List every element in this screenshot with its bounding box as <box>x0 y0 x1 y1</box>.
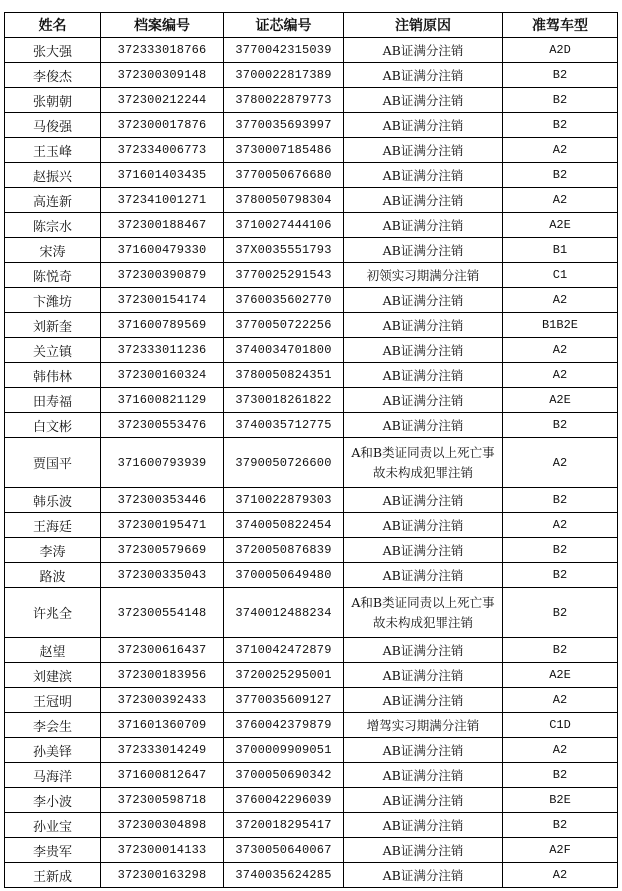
cell-chip-number: 3710042472879 <box>224 638 344 663</box>
cell-vehicle-class: B1B2E <box>503 313 618 338</box>
col-header-name: 姓名 <box>5 13 101 38</box>
cell-vehicle-class: A2 <box>503 738 618 763</box>
cell-vehicle-class: A2 <box>503 188 618 213</box>
cell-file-number: 371600479330 <box>101 238 224 263</box>
cell-name: 宋涛 <box>5 238 101 263</box>
cell-chip-number: 3740050822454 <box>224 513 344 538</box>
cell-file-number: 372300188467 <box>101 213 224 238</box>
header-row <box>5 13 618 38</box>
table-row <box>5 438 618 488</box>
col-header-chip-number: 证芯编号 <box>224 13 344 38</box>
cell-reason: AB证满分注销 <box>344 488 503 513</box>
cell-vehicle-class: B2 <box>503 488 618 513</box>
table-row <box>5 713 618 738</box>
cell-reason: AB证满分注销 <box>344 838 503 863</box>
cell-chip-number: 3730007185486 <box>224 138 344 163</box>
table-row <box>5 513 618 538</box>
table-row <box>5 63 618 88</box>
cell-reason: AB证满分注销 <box>344 63 503 88</box>
col-header-file-number: 档案编号 <box>101 13 224 38</box>
table-row <box>5 113 618 138</box>
cell-chip-number: 3760042296039 <box>224 788 344 813</box>
table-row <box>5 213 618 238</box>
cell-chip-number: 3740035624285 <box>224 863 344 888</box>
cell-reason: AB证满分注销 <box>344 38 503 63</box>
cell-file-number: 371601403435 <box>101 163 224 188</box>
cell-name: 张大强 <box>5 38 101 63</box>
cell-reason: AB证满分注销 <box>344 213 503 238</box>
cell-name: 刘建滨 <box>5 663 101 688</box>
cell-name: 高连新 <box>5 188 101 213</box>
table-row <box>5 263 618 288</box>
cell-vehicle-class: C1D <box>503 713 618 738</box>
cell-name: 白文彬 <box>5 413 101 438</box>
cell-name: 李贵军 <box>5 838 101 863</box>
table-row <box>5 738 618 763</box>
table-row <box>5 238 618 263</box>
cell-name: 李涛 <box>5 538 101 563</box>
cell-vehicle-class: A2 <box>503 513 618 538</box>
cell-name: 张朝朝 <box>5 88 101 113</box>
cell-vehicle-class: B2 <box>503 563 618 588</box>
cell-reason: AB证满分注销 <box>344 663 503 688</box>
cell-reason: AB证满分注销 <box>344 238 503 263</box>
cell-reason: AB证满分注销 <box>344 788 503 813</box>
cell-reason: AB证满分注销 <box>344 563 503 588</box>
cell-chip-number: 3770050722256 <box>224 313 344 338</box>
cell-chip-number: 3710027444106 <box>224 213 344 238</box>
cell-vehicle-class: A2 <box>503 363 618 388</box>
cell-name: 孙业宝 <box>5 813 101 838</box>
cell-name: 李俊杰 <box>5 63 101 88</box>
table-row <box>5 488 618 513</box>
cell-vehicle-class: B2 <box>503 588 618 638</box>
cell-vehicle-class: C1 <box>503 263 618 288</box>
cell-reason: AB证满分注销 <box>344 313 503 338</box>
cell-name: 马俊强 <box>5 113 101 138</box>
cell-chip-number: 3770035609127 <box>224 688 344 713</box>
cell-vehicle-class: B2 <box>503 763 618 788</box>
cell-name: 关立镇 <box>5 338 101 363</box>
cell-reason: AB证满分注销 <box>344 688 503 713</box>
cell-reason: AB证满分注销 <box>344 288 503 313</box>
table-row <box>5 838 618 863</box>
cell-chip-number: 37X0035551793 <box>224 238 344 263</box>
cell-reason: AB证满分注销 <box>344 88 503 113</box>
cell-name: 赵振兴 <box>5 163 101 188</box>
cell-reason: AB证满分注销 <box>344 538 503 563</box>
table-row <box>5 138 618 163</box>
cell-file-number: 372300309148 <box>101 63 224 88</box>
table-row <box>5 338 618 363</box>
cell-file-number: 371601360709 <box>101 713 224 738</box>
cell-chip-number: 3770025291543 <box>224 263 344 288</box>
cell-chip-number: 3730050640067 <box>224 838 344 863</box>
cell-file-number: 372300017876 <box>101 113 224 138</box>
cell-vehicle-class: B2 <box>503 538 618 563</box>
cell-name: 李会生 <box>5 713 101 738</box>
cell-reason: 初领实习期满分注销 <box>344 263 503 288</box>
cell-reason: AB证满分注销 <box>344 763 503 788</box>
table-row <box>5 188 618 213</box>
cell-vehicle-class: A2 <box>503 138 618 163</box>
cell-name: 卞潍坊 <box>5 288 101 313</box>
cell-reason: AB证满分注销 <box>344 163 503 188</box>
table-row <box>5 688 618 713</box>
cell-vehicle-class: B2 <box>503 163 618 188</box>
cell-file-number: 371600793939 <box>101 438 224 488</box>
cell-name: 韩乐波 <box>5 488 101 513</box>
cell-file-number: 372300163298 <box>101 863 224 888</box>
cell-reason: AB证满分注销 <box>344 188 503 213</box>
cell-vehicle-class: A2D <box>503 38 618 63</box>
cell-chip-number: 3760042379879 <box>224 713 344 738</box>
table-row <box>5 588 618 638</box>
cell-vehicle-class: A2 <box>503 338 618 363</box>
cell-name: 王玉峰 <box>5 138 101 163</box>
cell-chip-number: 3780050798304 <box>224 188 344 213</box>
revocation-table <box>4 12 618 888</box>
cell-reason: AB证满分注销 <box>344 413 503 438</box>
cell-chip-number: 3770050676680 <box>224 163 344 188</box>
table-row <box>5 88 618 113</box>
cell-vehicle-class: B2 <box>503 88 618 113</box>
cell-reason: AB证满分注销 <box>344 813 503 838</box>
cell-file-number: 372300160324 <box>101 363 224 388</box>
cell-chip-number: 3720050876839 <box>224 538 344 563</box>
cell-vehicle-class: A2 <box>503 863 618 888</box>
cell-chip-number: 3720025295001 <box>224 663 344 688</box>
table-row <box>5 363 618 388</box>
cell-chip-number: 3740012488234 <box>224 588 344 638</box>
cell-vehicle-class: A2F <box>503 838 618 863</box>
cell-file-number: 372334006773 <box>101 138 224 163</box>
cell-file-number: 372300335043 <box>101 563 224 588</box>
cell-chip-number: 3700050649480 <box>224 563 344 588</box>
cell-file-number: 372300553476 <box>101 413 224 438</box>
cell-vehicle-class: B2E <box>503 788 618 813</box>
cell-name: 孙美铎 <box>5 738 101 763</box>
cell-vehicle-class: A2E <box>503 213 618 238</box>
cell-file-number: 372300212244 <box>101 88 224 113</box>
cell-file-number: 371600812647 <box>101 763 224 788</box>
cell-file-number: 372300616437 <box>101 638 224 663</box>
cell-file-number: 372300014133 <box>101 838 224 863</box>
table-row <box>5 863 618 888</box>
cell-file-number: 372300554148 <box>101 588 224 638</box>
cell-chip-number: 3780050824351 <box>224 363 344 388</box>
cell-name: 陈宗水 <box>5 213 101 238</box>
cell-vehicle-class: B2 <box>503 813 618 838</box>
cell-chip-number: 3700009909051 <box>224 738 344 763</box>
cell-name: 赵望 <box>5 638 101 663</box>
cell-vehicle-class: B2 <box>503 113 618 138</box>
cell-name: 许兆全 <box>5 588 101 638</box>
cell-name: 李小波 <box>5 788 101 813</box>
table-row <box>5 788 618 813</box>
cell-chip-number: 3700022817389 <box>224 63 344 88</box>
col-header-reason: 注销原因 <box>344 13 503 38</box>
cell-vehicle-class: A2 <box>503 438 618 488</box>
table-row <box>5 538 618 563</box>
table-row <box>5 163 618 188</box>
cell-file-number: 372300304898 <box>101 813 224 838</box>
table-row <box>5 413 618 438</box>
col-header-vehicle-class: 准驾车型 <box>503 13 618 38</box>
cell-chip-number: 3710022879303 <box>224 488 344 513</box>
cell-chip-number: 3730018261822 <box>224 388 344 413</box>
table-row <box>5 388 618 413</box>
cell-reason: AB证满分注销 <box>344 638 503 663</box>
cell-name: 贾国平 <box>5 438 101 488</box>
cell-vehicle-class: A2E <box>503 388 618 413</box>
cell-reason: A和B类证同责以上死亡事故未构成犯罪注销 <box>344 588 503 638</box>
cell-name: 刘新奎 <box>5 313 101 338</box>
cell-reason: AB证满分注销 <box>344 863 503 888</box>
cell-name: 田寿福 <box>5 388 101 413</box>
cell-chip-number: 3760035602770 <box>224 288 344 313</box>
cell-name: 王新成 <box>5 863 101 888</box>
cell-chip-number: 3700050690342 <box>224 763 344 788</box>
cell-reason: AB证满分注销 <box>344 388 503 413</box>
cell-file-number: 372300390879 <box>101 263 224 288</box>
cell-chip-number: 3740034701800 <box>224 338 344 363</box>
cell-vehicle-class: B2 <box>503 63 618 88</box>
table-row <box>5 313 618 338</box>
cell-vehicle-class: B1 <box>503 238 618 263</box>
cell-chip-number: 3740035712775 <box>224 413 344 438</box>
cell-name: 路波 <box>5 563 101 588</box>
cell-file-number: 372300598718 <box>101 788 224 813</box>
cell-reason: AB证满分注销 <box>344 363 503 388</box>
cell-name: 马海洋 <box>5 763 101 788</box>
cell-chip-number: 3770042315039 <box>224 38 344 63</box>
cell-vehicle-class: A2 <box>503 688 618 713</box>
cell-file-number: 372300353446 <box>101 488 224 513</box>
cell-reason: A和B类证同责以上死亡事故未构成犯罪注销 <box>344 438 503 488</box>
cell-file-number: 372300195471 <box>101 513 224 538</box>
cell-chip-number: 3770035693997 <box>224 113 344 138</box>
cell-file-number: 371600789569 <box>101 313 224 338</box>
cell-reason: AB证满分注销 <box>344 138 503 163</box>
table-row <box>5 813 618 838</box>
cell-vehicle-class: B2 <box>503 638 618 663</box>
table-row <box>5 38 618 63</box>
table-row <box>5 638 618 663</box>
cell-reason: AB证满分注销 <box>344 113 503 138</box>
cell-reason: AB证满分注销 <box>344 738 503 763</box>
cell-file-number: 372300579669 <box>101 538 224 563</box>
cell-file-number: 372341001271 <box>101 188 224 213</box>
cell-name: 韩伟林 <box>5 363 101 388</box>
cell-name: 王冠明 <box>5 688 101 713</box>
cell-chip-number: 3720018295417 <box>224 813 344 838</box>
table-row <box>5 288 618 313</box>
cell-name: 陈悦奇 <box>5 263 101 288</box>
cell-file-number: 372300183956 <box>101 663 224 688</box>
cell-file-number: 372300392433 <box>101 688 224 713</box>
cell-reason: AB证满分注销 <box>344 513 503 538</box>
cell-reason: 增驾实习期满分注销 <box>344 713 503 738</box>
cell-file-number: 372333014249 <box>101 738 224 763</box>
table-row <box>5 763 618 788</box>
cell-vehicle-class: B2 <box>503 413 618 438</box>
cell-reason: AB证满分注销 <box>344 338 503 363</box>
table-row <box>5 663 618 688</box>
cell-file-number: 371600821129 <box>101 388 224 413</box>
table-row <box>5 563 618 588</box>
cell-chip-number: 3790050726600 <box>224 438 344 488</box>
cell-chip-number: 3780022879773 <box>224 88 344 113</box>
cell-file-number: 372300154174 <box>101 288 224 313</box>
cell-vehicle-class: A2E <box>503 663 618 688</box>
cell-file-number: 372333018766 <box>101 38 224 63</box>
cell-name: 王海廷 <box>5 513 101 538</box>
cell-file-number: 372333011236 <box>101 338 224 363</box>
cell-vehicle-class: A2 <box>503 288 618 313</box>
